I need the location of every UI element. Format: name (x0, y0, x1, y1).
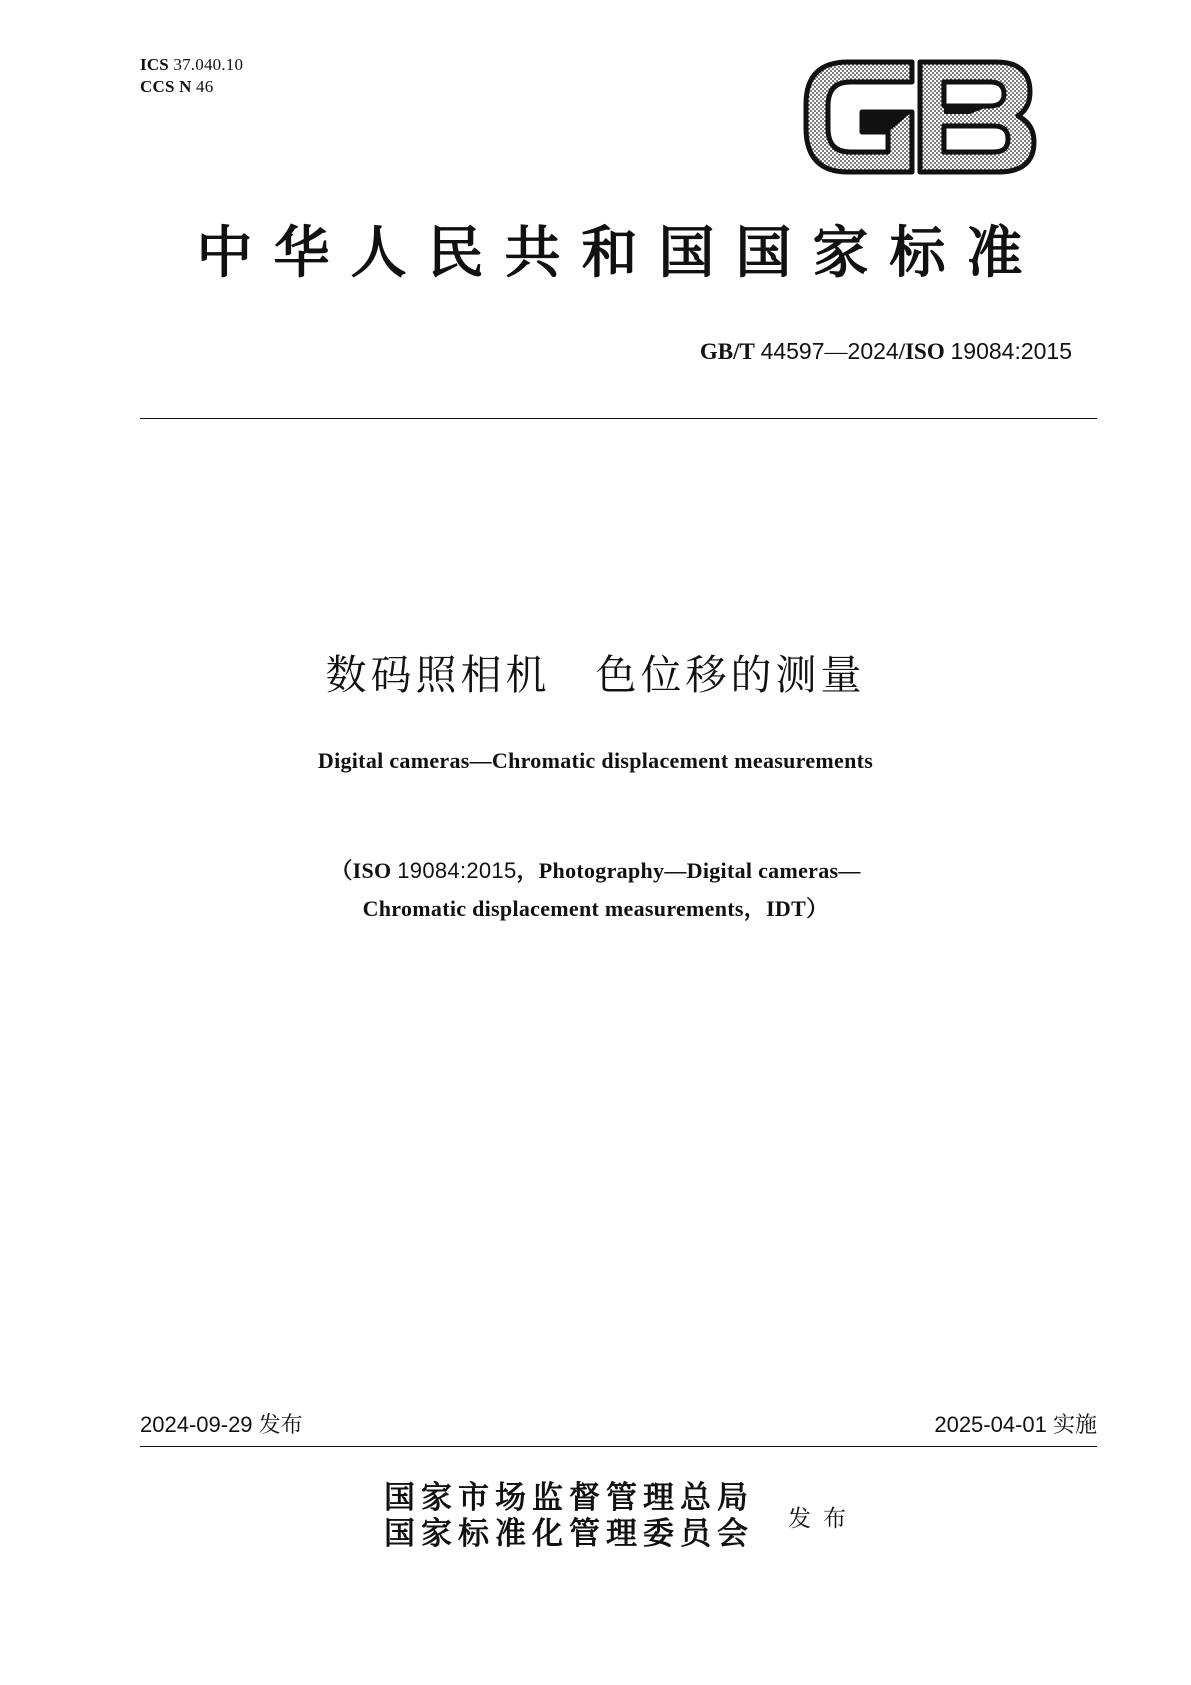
iso-note-number: 19084:2015 (397, 858, 517, 883)
iso-standard-ref: 19084:2015 (950, 338, 1072, 364)
standard-number (700, 338, 1072, 365)
iso-note-line1-rest: ，Photography—Digital cameras— (516, 858, 861, 883)
iso-equivalence-note (0, 852, 1191, 928)
iso-note-line-2: Chromatic displacement measurements，IDT） (362, 896, 829, 921)
ccs-code-row (140, 76, 243, 98)
issue-date: 2024-09-29 发布 (140, 1412, 303, 1437)
national-standard-title: 中华人民共和国国家标准 (196, 220, 1044, 286)
issuer-samr: 国家市场监督管理总局 (384, 1480, 754, 1516)
ccs-letter: N (179, 77, 192, 96)
iso-note-open-paren: （ (330, 858, 353, 883)
implementation-date: 2025-04-01 实施 (934, 1412, 1097, 1437)
english-title: Digital cameras—Chromatic displacement measurements (317, 748, 874, 773)
bottom-divider (140, 1446, 1097, 1447)
gb-logo-icon (800, 56, 1040, 178)
ics-label: ICS (140, 55, 169, 74)
issuing-authorities (384, 1480, 754, 1552)
issuer-sac: 国家标准化管理委员会 (384, 1516, 754, 1552)
top-divider (140, 418, 1097, 419)
gbt-number: 44597 (760, 338, 825, 364)
ics-code-row (140, 54, 243, 76)
iso-prefix: /ISO (898, 339, 945, 364)
issue-action-label: 发布 (788, 1506, 858, 1532)
ccs-code: 46 (196, 77, 214, 96)
gbt-year: 2024 (847, 338, 899, 364)
ccs-label: CCS (140, 77, 175, 96)
chinese-title: 数码照相机 色位移的测量 (325, 651, 866, 699)
classification-codes (140, 54, 243, 98)
gbt-prefix: GB/T (699, 339, 755, 364)
number-dash: — (824, 339, 848, 364)
iso-note-line-1 (0, 852, 1191, 890)
ics-code: 37.040.10 (173, 55, 244, 74)
iso-note-prefix: ISO (352, 858, 392, 883)
